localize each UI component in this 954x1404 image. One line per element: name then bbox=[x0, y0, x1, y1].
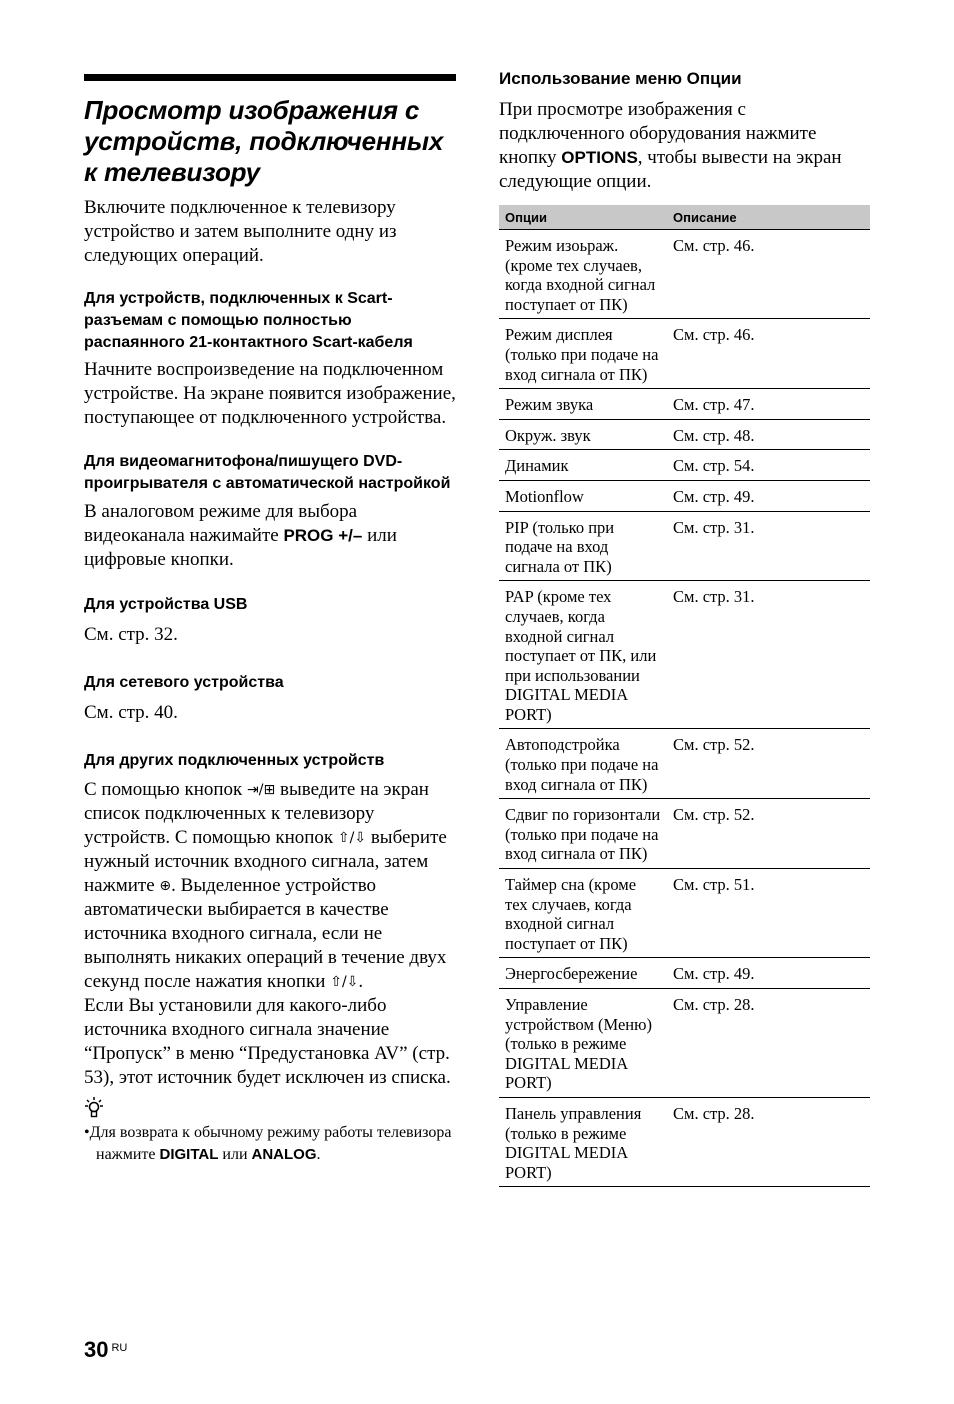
option-name-cell: Режим изоьраж. (кроме тех случаев, когда входной сигнал поступает от ПК) bbox=[499, 230, 667, 319]
vcr-heading: Для видеомагнитофона/пишущего DVD-проигрывателя с автоматической настройкой bbox=[84, 453, 451, 492]
option-name-cell: Сдвиг по горизонтали (только при подаче на вход сигнала от ПК) bbox=[499, 799, 667, 869]
analog-key-label: ANALOG bbox=[251, 1146, 317, 1163]
option-name-cell: Энергосбережение bbox=[499, 958, 667, 989]
option-name-cell: PAP (кроме тех случаев, когда входной сигнал поступает от ПК, или при использовании DIGITAL MEDIA PORT) bbox=[499, 581, 667, 729]
page-title: Просмотр изображения с устройств, подключенных к телевизору bbox=[84, 95, 444, 187]
option-name-cell: Автоподстройка (только при подаче на вход сигнала от ПК) bbox=[499, 729, 667, 799]
options-intro-text: При просмотре изображения с подключенного оборудования нажмите кнопку OPTIONS, чтобы вывести на экран следующие опции. bbox=[499, 99, 842, 192]
table-row bbox=[499, 729, 870, 799]
column-header-options: Опции bbox=[499, 205, 667, 230]
table-row bbox=[499, 511, 870, 581]
option-name-cell: Motionflow bbox=[499, 480, 667, 511]
table-row bbox=[499, 419, 870, 450]
table-row bbox=[499, 799, 870, 869]
table-row bbox=[499, 1097, 870, 1186]
usb-text: См. стр. 32. bbox=[84, 624, 178, 645]
option-description-cell: См. стр. 46. bbox=[667, 230, 870, 319]
option-description-cell: См. стр. 49. bbox=[667, 958, 870, 989]
option-name-cell: Режим дисплея (только при подаче на вход сигнала от ПК) bbox=[499, 319, 667, 389]
heading-rule bbox=[84, 74, 456, 81]
option-name-cell: PIP (только при подаче на вход сигнала от ПК) bbox=[499, 511, 667, 581]
option-name-cell: Панель управления (только в режиме DIGITAL MEDIA PORT) bbox=[499, 1097, 667, 1186]
language-code: RU bbox=[111, 1342, 128, 1354]
option-description-cell: См. стр. 51. bbox=[667, 869, 870, 958]
option-description-cell: См. стр. 47. bbox=[667, 389, 870, 420]
column-header-description: Описание bbox=[667, 205, 870, 230]
option-description-cell: См. стр. 28. bbox=[667, 989, 870, 1098]
tip-lightbulb-icon bbox=[84, 1096, 456, 1122]
option-name-cell: Управление устройством (Меню) (только в режиме DIGITAL MEDIA PORT) bbox=[499, 989, 667, 1098]
table-row bbox=[499, 958, 870, 989]
page-number bbox=[84, 1337, 127, 1363]
option-description-cell: См. стр. 46. bbox=[667, 319, 870, 389]
table-row bbox=[499, 230, 870, 319]
option-description-cell: См. стр. 54. bbox=[667, 450, 870, 481]
option-description-cell: См. стр. 31. bbox=[667, 581, 870, 729]
option-description-cell: См. стр. 28. bbox=[667, 1097, 870, 1186]
digital-key-label: DIGITAL bbox=[159, 1146, 219, 1163]
table-row bbox=[499, 869, 870, 958]
up-down-arrow-icon: ⇧/⇩ bbox=[337, 830, 367, 846]
up-down-arrow-icon: ⇧/⇩ bbox=[330, 974, 359, 990]
network-text: См. стр. 40. bbox=[84, 702, 178, 723]
option-description-cell: См. стр. 52. bbox=[667, 799, 870, 869]
options-menu-heading: Использование меню Опции bbox=[499, 69, 742, 88]
option-name-cell: Динамик bbox=[499, 450, 667, 481]
prog-key-label: PROG +/– bbox=[283, 526, 363, 545]
table-row bbox=[499, 480, 870, 511]
skip-note-text: Если Вы установили для какого-либо источника входного сигнала значение “Пропуск” в меню “Предустановка AV” (стр. 53), этот источник будет исключен из списка. bbox=[84, 995, 451, 1088]
options-table bbox=[499, 205, 870, 1187]
tip-note: •Для возврата к обычному режиму работы телевизора нажмите DIGITAL или ANALOG. bbox=[84, 1124, 452, 1163]
table-row bbox=[499, 450, 870, 481]
input-select-icon: ⇥/⊞ bbox=[247, 782, 276, 798]
page-number-value: 30 bbox=[84, 1337, 109, 1362]
table-row bbox=[499, 389, 870, 420]
intro-text: Включите подключенное к телевизору устройство и затем выполните одну из следующих операций. bbox=[84, 197, 397, 266]
other-devices-heading: Для других подключенных устройств bbox=[84, 752, 385, 769]
vcr-text: В аналоговом режиме для выбора видеоканала нажимайте PROG +/– или цифровые кнопки. bbox=[84, 501, 397, 570]
option-name-cell: Таймер сна (кроме тех случаев, когда входной сигнал поступает от ПК) bbox=[499, 869, 667, 958]
table-header-row bbox=[499, 205, 870, 230]
table-row bbox=[499, 989, 870, 1098]
ok-button-icon: ⊕ bbox=[159, 878, 172, 894]
scart-text: Начните воспроизведение на подключенном устройстве. На экране появится изображение, поступающее от подключенного устройства. bbox=[84, 359, 456, 428]
left-column bbox=[84, 74, 456, 1166]
option-description-cell: См. стр. 49. bbox=[667, 480, 870, 511]
usb-heading: Для устройства USB bbox=[84, 596, 248, 613]
option-description-cell: См. стр. 48. bbox=[667, 419, 870, 450]
option-description-cell: См. стр. 52. bbox=[667, 729, 870, 799]
option-name-cell: Окруж. звук bbox=[499, 419, 667, 450]
other-devices-text: С помощью кнопок ⇥/⊞ выведите на экран список подключенных к телевизору устройств. С помощью кнопок ⇧/⇩ выберите нужный источник входного сигнала, затем нажмите ⊕. Выделенное устройство автоматически выбирается в качестве источника входного сигнала, если не выполнять никаких операций в течение двух секунд после нажатия кнопки ⇧/⇩. bbox=[84, 779, 447, 992]
option-description-cell: См. стр. 31. bbox=[667, 511, 870, 581]
option-name-cell: Режим звука bbox=[499, 389, 667, 420]
scart-heading: Для устройств, подключенных к Scart-разъемам с помощью полностью распаянного 21-контактного Scart-кабеля bbox=[84, 290, 413, 351]
options-table-body bbox=[499, 230, 870, 1187]
right-column bbox=[499, 68, 871, 1187]
options-key-label: OPTIONS bbox=[561, 148, 638, 167]
table-row bbox=[499, 319, 870, 389]
network-heading: Для сетевого устройства bbox=[84, 674, 284, 691]
table-row bbox=[499, 581, 870, 729]
